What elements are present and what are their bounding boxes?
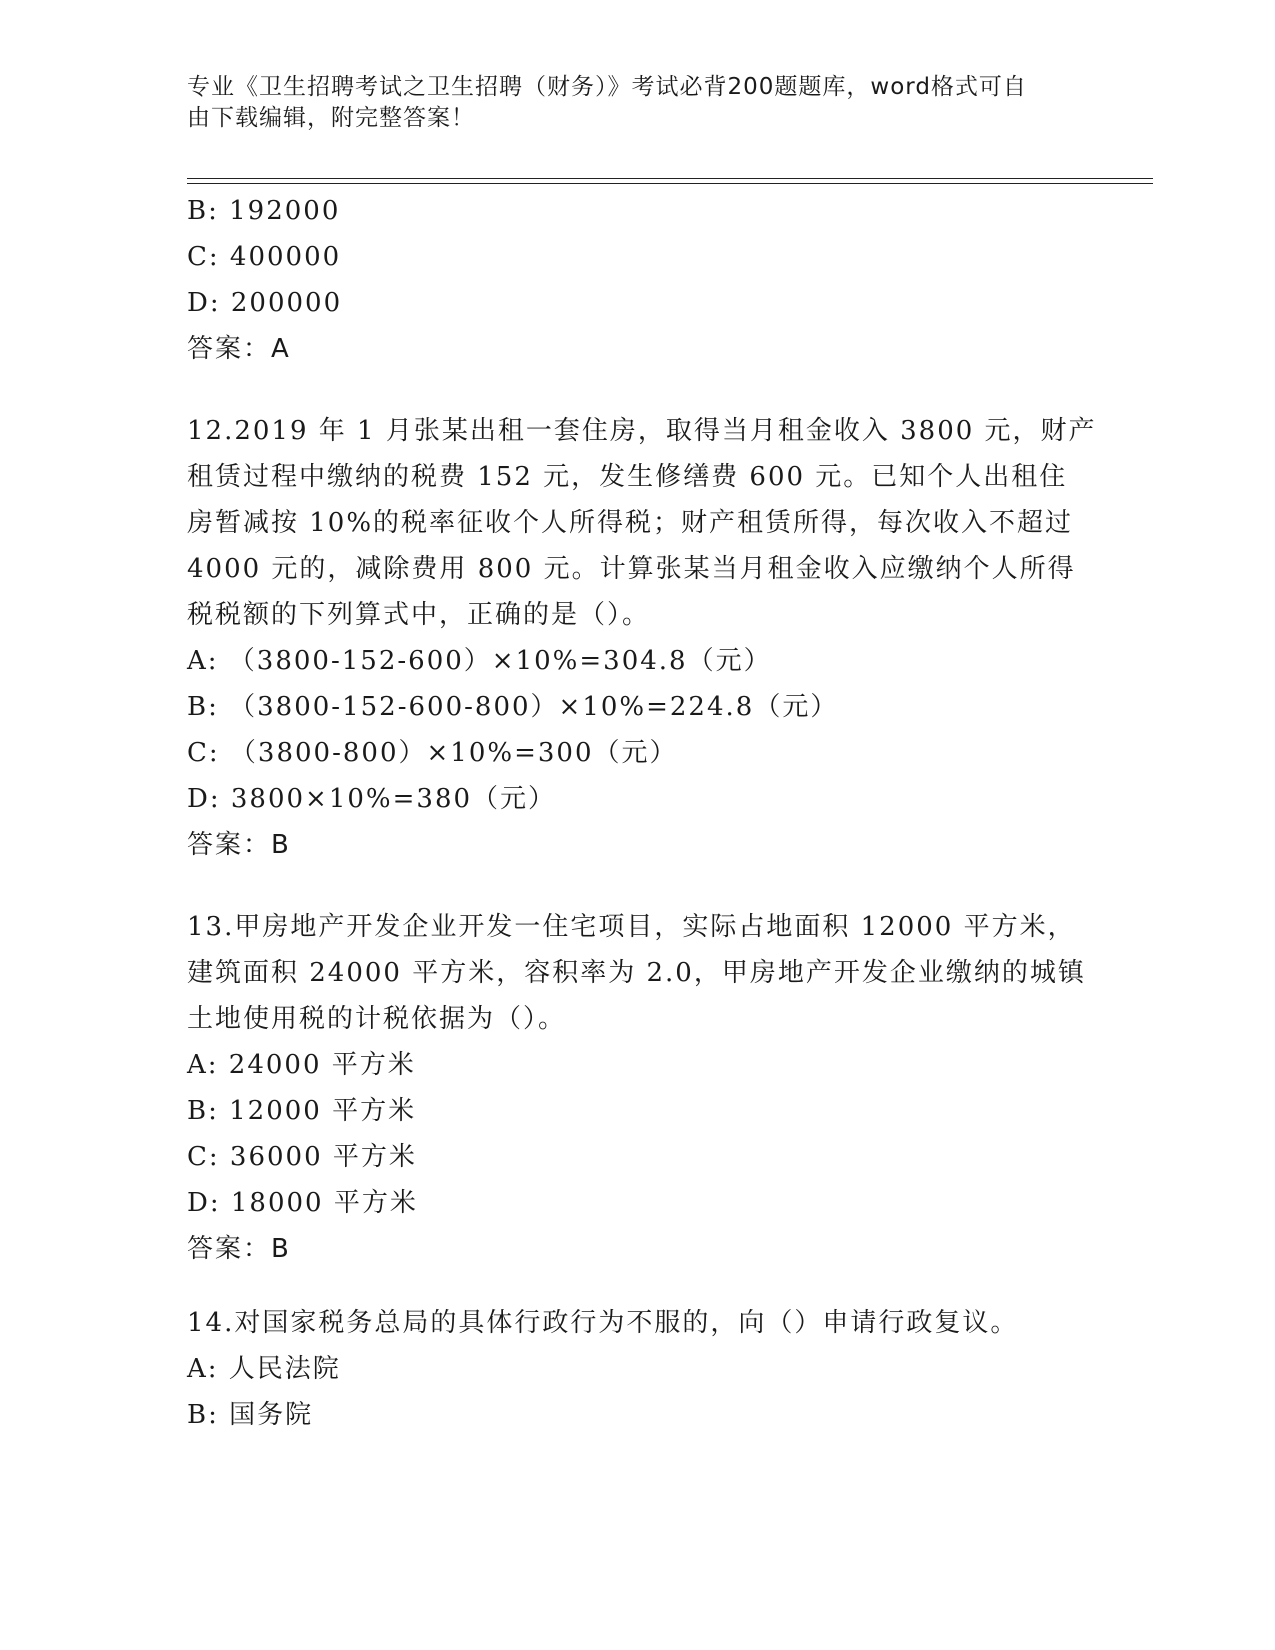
question-stem-line: 4000 元的，减除费用 800 元。计算张某当月租金收入应缴纳个人所得 (187, 554, 1076, 584)
question-stem-line: 14.对国家税务总局的具体行政行为不服的，向（）申请行政复议。 (187, 1308, 1019, 1338)
option-d: D: 200000 (187, 288, 343, 318)
question-stem-line: 12.2019 年 1 月张某出租一套住房，取得当月租金收入 3800 元，财产 (187, 416, 1097, 446)
question-content (187, 188, 1097, 1438)
question-stem-line: 房暂减按 10%的税率征收个人所得税；财产租赁所得，每次收入不超过 (187, 508, 1074, 538)
header-divider-bottom (187, 183, 1153, 184)
option-a: A: （3800-152-600）×10%=304.8（元） (187, 646, 772, 676)
spacer (187, 372, 1087, 408)
question-13 (187, 904, 1087, 1272)
option-a: A: 24000 平方米 (187, 1050, 416, 1080)
document-header (187, 72, 1067, 134)
header-title-line-2: 由下载编辑，附完整答案！ (187, 105, 475, 131)
question-stem-line: 建筑面积 24000 平方米，容积率为 2.0，甲房地产开发企业缴纳的城镇 (187, 958, 1086, 988)
option-b: B: 12000 平方米 (187, 1096, 417, 1126)
spacer (187, 868, 1087, 904)
question-12 (187, 408, 1097, 868)
option-b: B: （3800-152-600-800）×10%=224.8（元） (187, 692, 839, 722)
question-14 (187, 1300, 1087, 1438)
spacer (187, 1272, 1087, 1300)
option-b: B: 192000 (187, 196, 341, 226)
option-c: C: （3800-800）×10%=300（元） (187, 738, 678, 768)
answer-line: 答案：A (187, 334, 291, 364)
answer-line: 答案：B (187, 1234, 291, 1264)
question-11-tail (187, 188, 1087, 372)
header-divider-top (187, 178, 1153, 179)
option-b: B: 国务院 (187, 1400, 314, 1430)
option-a: A: 人民法院 (187, 1354, 341, 1384)
question-stem-line: 租赁过程中缴纳的税费 152 元，发生修缮费 600 元。已知个人出租住 (187, 462, 1068, 492)
option-d: D: 3800×10%=380（元） (187, 784, 557, 814)
header-title-line-1: 专业《卫生招聘考试之卫生招聘（财务）》考试必背200题题库，word格式可自 (187, 74, 1027, 100)
answer-line: 答案：B (187, 830, 291, 860)
question-stem-line: 税税额的下列算式中，正确的是（）。 (187, 600, 651, 630)
question-stem-line: 土地使用税的计税依据为（）。 (187, 1004, 567, 1034)
question-stem-line: 13.甲房地产开发企业开发一住宅项目，实际占地面积 12000 平方米， (187, 912, 1076, 942)
option-c: C: 36000 平方米 (187, 1142, 417, 1172)
option-d: D: 18000 平方米 (187, 1188, 418, 1218)
option-c: C: 400000 (187, 242, 342, 272)
